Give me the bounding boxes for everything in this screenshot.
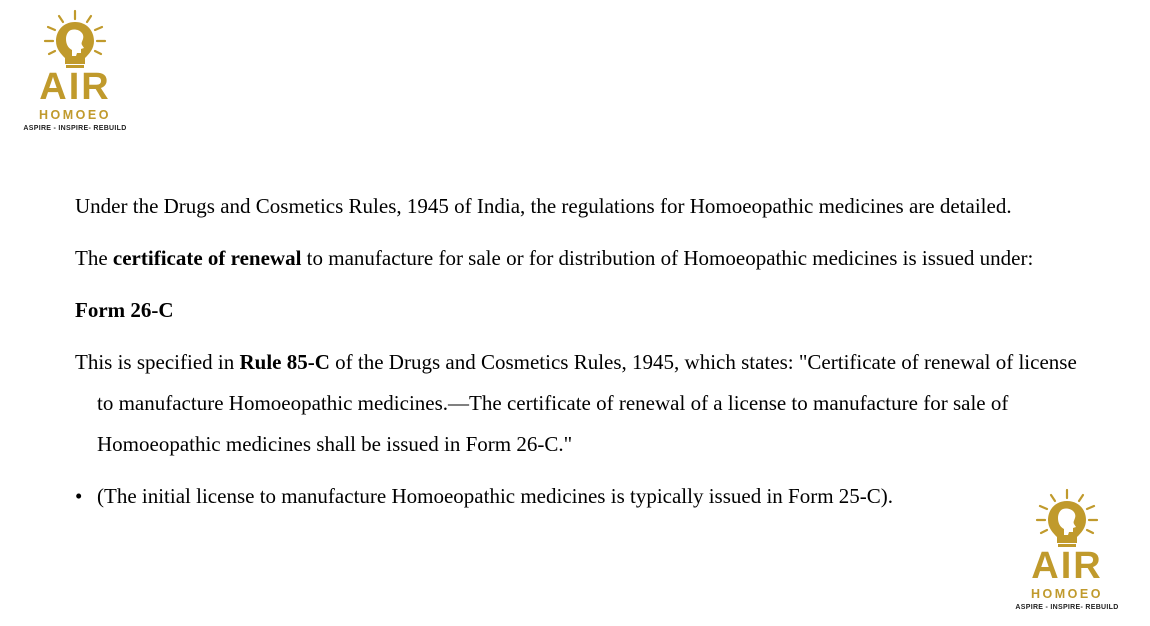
logo-tagline: ASPIRE - INSPIRE- REBUILD: [23, 125, 127, 132]
logo-sub-text: HOMOEO: [1031, 587, 1103, 601]
bullet-text: (The initial license to manufacture Homoeopathic medicines is typically issued in Form 25-C).: [97, 484, 894, 508]
form-heading: Form 26-C: [75, 298, 174, 322]
rule-term: Rule 85-C: [239, 350, 330, 374]
logo-brand-text: AIR: [1031, 545, 1103, 587]
lightbulb-head-icon: [1012, 487, 1122, 549]
air-homoeo-logo: [20, 8, 130, 133]
document-body: [75, 186, 1095, 517]
renewal-term: certificate of renewal: [112, 246, 302, 270]
air-homoeo-logo-watermark: [1012, 487, 1122, 612]
renewal-paragraph: The certificate of renewal to manufacture for sale or for distribution of Homoeopathic medicines is issued under:: [75, 246, 1034, 270]
bullet-icon: •: [75, 484, 83, 508]
lightbulb-head-icon: [20, 8, 130, 70]
intro-paragraph: Under the Drugs and Cosmetics Rules, 1945 of India, the regulations for Homoeopathic medicines are detailed.: [75, 194, 1012, 218]
logo-sub-text: HOMOEO: [39, 108, 111, 122]
rule-paragraph: This is specified in Rule 85-C of the Drugs and Cosmetics Rules, 1945, which states: "Certificate of renewal of license to manufacture Homoeopathic medicines.—The certificate of renewal of a license to manufacture for sale of Homoeopathic medicines shall be issued in Form 26-C.": [75, 350, 1077, 456]
list-item: [75, 476, 1095, 517]
logo-tagline: ASPIRE - INSPIRE- REBUILD: [1015, 604, 1119, 611]
logo-brand-text: AIR: [39, 66, 111, 108]
